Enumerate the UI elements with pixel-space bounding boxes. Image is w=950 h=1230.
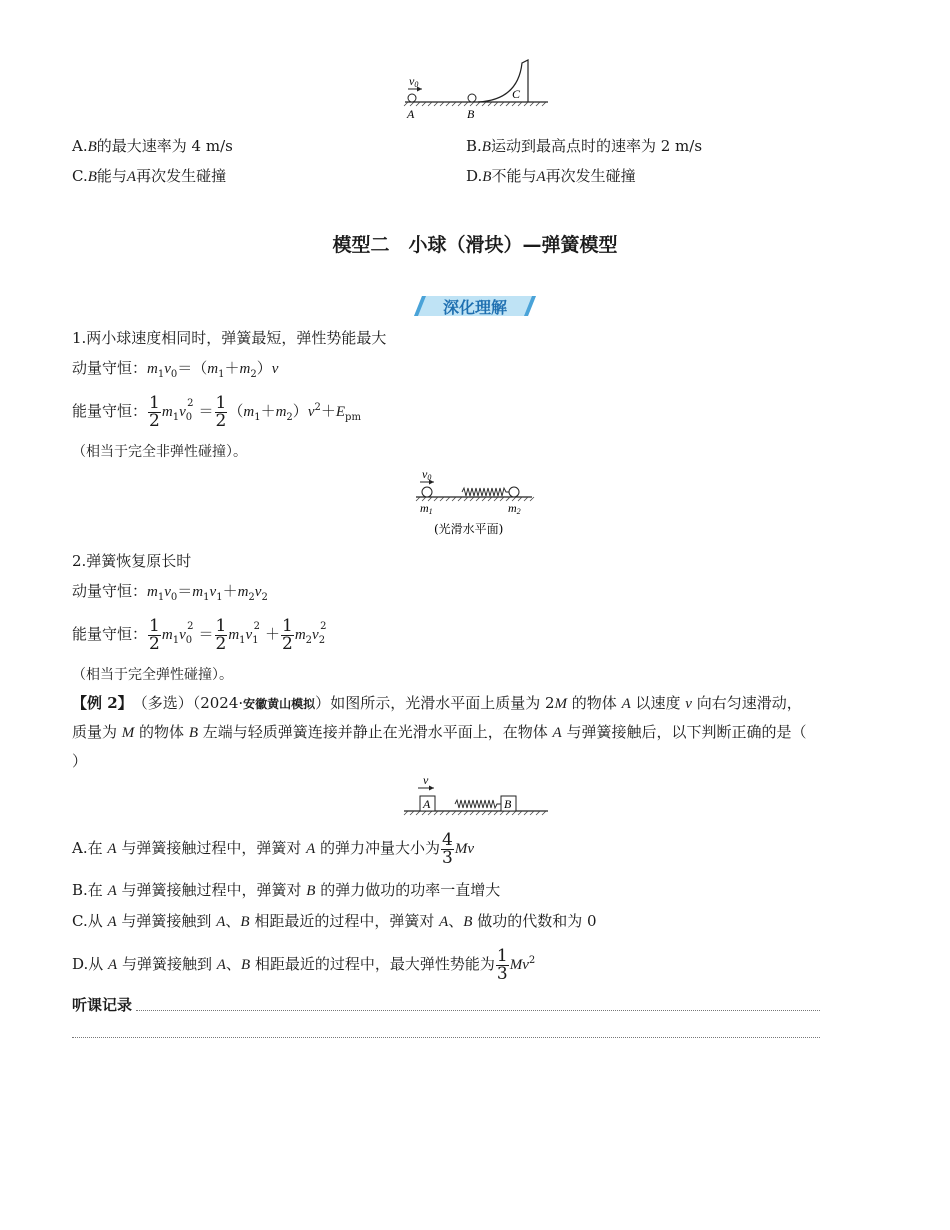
p1-heading: 1.两小球速度相同时，弹簧最短，弹性势能最大 (72, 329, 387, 347)
label-m1: m1 (420, 501, 433, 516)
option-1b[interactable]: B.B运动到最高点时的速率为 2 m/s (466, 137, 703, 155)
ball-m2 (509, 487, 519, 497)
figure-spring-balls (412, 466, 538, 538)
label-block-b: B (504, 797, 512, 811)
label-m2: m2 (508, 501, 521, 516)
label-a: A (407, 107, 415, 121)
option-2a[interactable]: A.在 A 与弹簧接触过程中，弹簧对 A 的弹力冲量大小为 $\frac{4}{3}$ Mv (72, 829, 475, 868)
ball-a (408, 94, 416, 102)
p1-momentum: 动量守恒：$m_1v_0=(m_1+m_2)v$ (72, 359, 279, 380)
p2-energy: 能量守恒： $\frac{1}{2}$ $m_1v_0^2$ ＝ $\frac{1}{2}$ $m_1v_1^2$ ＋ $\frac{1}{2}$ $m_2v_2^2$ (72, 615, 327, 654)
figure-slope (400, 55, 555, 123)
p2-heading: 2.弹簧恢复原长时 (72, 552, 192, 570)
option-2c[interactable]: C.从 A 与弹簧接触到 A、B 相距最近的过程中，弹簧对 A、B 做功的代数和为 0 (72, 912, 597, 930)
label-c: C (512, 87, 521, 101)
p2-note: （相当于完全弹性碰撞）。 (72, 667, 233, 683)
notes-label: 听课记录 (72, 996, 133, 1014)
label-v0: v0 (409, 74, 419, 89)
p1-note: （相当于完全非弹性碰撞）。 (72, 444, 247, 460)
example-line-1: 【例 2】 （多选）（2024·安徽黄山模拟）如图所示，光滑水平面上质量为 2M 的物体 A 以速度 v 向右匀速滑动， (72, 694, 802, 712)
p2-momentum: 动量守恒：$m_1v_0=m_1v_1+m_2v_2$ (72, 582, 268, 603)
option-1d[interactable]: D.B不能与A再次发生碰撞 (466, 167, 636, 185)
section-title: 模型二 小球（滑块）—弹簧模型 (332, 234, 618, 256)
ball-b (468, 94, 476, 102)
option-2b[interactable]: B.在 A 与弹簧接触过程中，弹簧对 B 的弹力做功的功率一直增大 (72, 881, 501, 899)
label-block-a: A (423, 797, 431, 811)
option-1c[interactable]: C.B能与A再次发生碰撞 (72, 167, 227, 185)
label-v0: v0 (422, 467, 432, 482)
spring (455, 800, 501, 808)
option-1a[interactable]: A.B的最大速率为 4 m/s (72, 137, 233, 155)
option-2d[interactable]: D.从 A 与弹簧接触到 A、B 相距最近的过程中，最大弹性势能为 $\frac{1}{3}$ Mv$^2$ (72, 945, 536, 984)
spring (462, 488, 509, 496)
example-line-3: ） (72, 752, 88, 770)
label-v: v (423, 773, 429, 787)
ball-m1 (422, 487, 432, 497)
notes-line-2[interactable] (72, 1037, 820, 1038)
deepen-understanding-badge (414, 294, 536, 318)
badge-text: 深化理解 (442, 298, 507, 317)
notes-line-1[interactable] (136, 1010, 820, 1011)
label-b: B (467, 107, 475, 121)
example-line-2: 质量为 M 的物体 B 左端与轻质弹簧连接并静止在光滑水平面上，在物体 A 与弹簧接触后，以下判断正确的是（ (72, 723, 807, 741)
curved-slope (478, 60, 528, 102)
p1-energy: 能量守恒： $\frac{1}{2}$ $m_1v_0^2$ ＝ $\frac{1}{2}$ $(m_1+m_2)v^2+E_{pm}$ (72, 392, 361, 431)
caption: (光滑水平面) (434, 522, 504, 536)
figure-blocks (400, 773, 552, 819)
